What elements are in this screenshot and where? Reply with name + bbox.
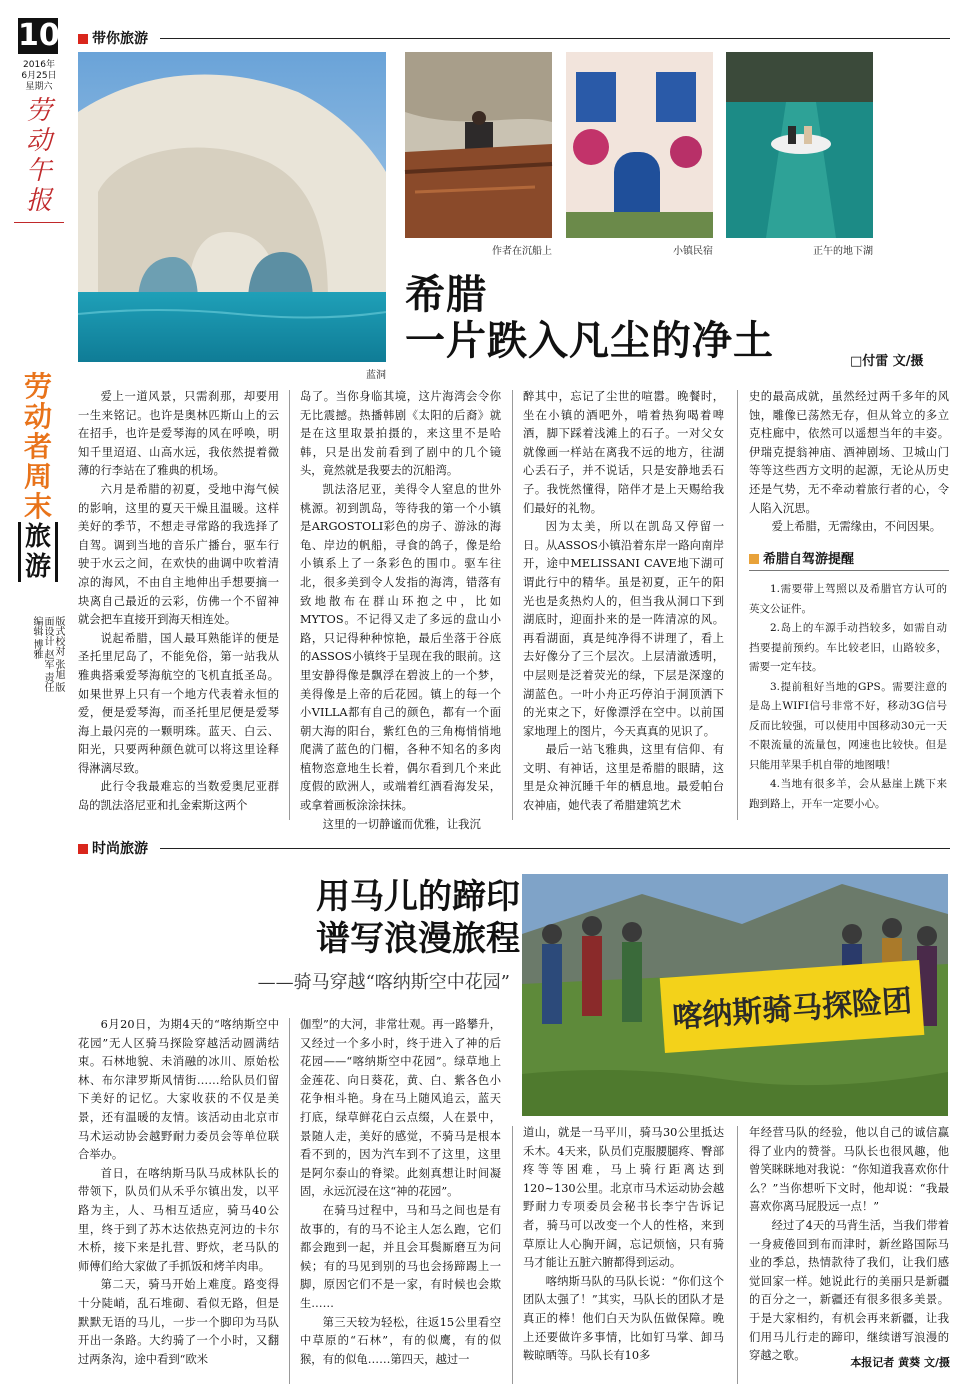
photo-riding-team [522,874,948,1116]
tips-heading-text: 希腊自驾游提醒 [763,552,855,567]
article2-col1 [78,1016,279,1388]
paragraph: 最后一站飞雅典，这里有信仰、有文明、有神话，这里是希腊的眼睛，这里是众神沉睡千年的栖息地。最爱帕台农神庙，她代表了希腊建筑艺术 [523,743,724,813]
date-day: 6月25日 [21,71,57,81]
article1-col3 [523,388,724,824]
article2-title [250,876,520,960]
article2-byline: 本报记者 黄葵 文/摄 [850,1356,950,1369]
tips-rule [749,570,949,571]
article1-title [405,272,845,364]
article1-col4 [749,388,949,538]
section-rule-2 [160,848,950,849]
section-label-text: 带你旅游 [92,31,148,47]
paragraph: 六月是希腊的初夏，受地中海气候的影响，这里的夏天干燥且温暖。这样美好的季节，不想走寻常路的我选择了自驾。调到当地的音乐广播台，驱车行驶于水云之间，在欢快的曲调中吹着清凉的海风，不由自主地伸出手想要摘一块离自己最近的云彩，仿佛一个不留神就会把车直接开到海天相连处。 [78,482,279,627]
paragraph: 爱上一道风景，只需刹那，却要用一生来铭记。也许是奥林匹斯山上的云在招手，也许是爱琴海的风在呼唤，明知千里迢迢、山高水远，我依然提着微薄的行李站在了雅典的机场。 [78,390,279,478]
caption-main: 蓝洞 [366,370,386,381]
tips-marker [749,554,759,564]
paragraph: 在骑马过程中，马和马之间也是有故事的，有的马不论主人怎么跑，它们都会跑到一起，并且会耳鬓厮磨互为问候；有的马见到别的马也会扬蹄踢上一脚，原因它们不是一家，有时候也会欺生…… [300,1203,501,1310]
paragraph: 6月20日，为期4天的“喀纳斯空中花园”无人区骑马探险穿越活动圆满结束。石林地貌、未消融的冰川、原始松林、布尔津罗斯风情街……给队员们留下美好的记忆。大家收获的不仅是美景，还有温暖的友情。该活动由北京市马术运动协会越野耐力委员会等单位联合举办。 [78,1018,279,1162]
article2-col3 [523,1124,724,1388]
paragraph: 道山，就是一马平川，骑马30公里抵达禾木。4天来，队员们克服腰腿疼、臀部疼等等困难，马上骑行距离达到120~130公里。北京市马术运动协会越野耐力专项委员会秘书长李宁告诉记者，骑马可以改变一个人的性格，来到草原让人心胸开阔，忘记烦恼，只有骑马才能让五脏六腑都得到运动。 [523,1126,724,1270]
column-divider [512,390,513,820]
tip-item: 4.当地有很多羊，会从悬崖上跳下来跑到路上，开车一定要小心。 [749,778,947,810]
section-marker [78,34,88,44]
article1-title-line2: 一片跌入凡尘的净土 [405,318,774,364]
section-rule-1 [160,38,950,39]
paragraph: 爱上希腊，无需缘由，不问因果。 [771,520,942,534]
article2-col2 [300,1016,501,1388]
paragraph: 第三天较为轻松，往返15公里看空中草原的“石林”，有的似鹰，有的似猴，有的似龟……第四天，越过一 [300,1315,501,1366]
paragraph: 经过了4天的马背生活，当我们带着一身疲倦回到布而津时，新丝路国际马业的季总，热情款待了我们，让我们感觉回家一样。她说此行的美丽只是新疆的百分之一，新疆还有很多很多美景。于是大家相约，有机会再来新疆，让我们用马儿行走的蹄印，继续谱写浪漫的穿越之歌。 [749,1218,949,1363]
article2-title-line1: 用马儿的蹄印 [316,877,520,917]
photo-underground-lake [726,52,873,238]
column-divider [289,1018,290,1384]
masthead-rule [14,222,64,223]
photo-shipwreck [405,52,552,238]
paragraph: 喀纳斯马队的马队长说：“你们这个团队太强了！”其实，马队长的团队才是真正的棒！他们白天为队伍做保障。晚上还要做许多事情，比如钉马掌、卸马鞍晾晒等。马队长有10多 [523,1274,724,1363]
banner-text: 喀纳斯骑马探险团 [671,983,914,1036]
column-divider [737,390,738,820]
caption-lake: 正午的地下湖 [813,246,873,257]
issue-date [14,60,64,93]
date-year: 2016年 [23,60,55,70]
paragraph: 说起希腊，国人最耳熟能详的便是圣托里尼岛了，不能免俗，第一站我从雅典搭乘爱琴海航空的飞机直抵圣岛。如果世界上只有一个地方代表着永恒的爱，便是爱琴海，而圣托里尼便是爱琴海上最闪亮的一颗明珠。蓝天、白云、阳光，只要两种颜色就可以将这里诠释得淋漓尽致。 [78,631,279,775]
caption-wreck: 作者在沉船上 [492,246,552,257]
section-label-1 [78,28,148,48]
weekly-title: 劳动者周末 [23,370,52,523]
article1-col2 [300,388,501,831]
paragraph: 伽型”的大河，非常壮观。再一路攀升，又经过一个多小时，终于进入了神的后花园——“喀纳斯空中花园”。绿草地上金莲花、向日葵花，黄、白、紫各色小花争相斗艳。身在马上随风追云，蓝天打底，绿草鲜花白云点缀，人在景中，景随人走，美好的感觉，不骑马是根本看不到的，因为汽车到不了这里，这里是阿尔泰山的脊梁。此刻真想让时间凝固，永远沉浸在这“神的花园”。 [300,1018,501,1199]
paragraph: 年经营马队的经验，他以自己的诚信赢得了业内的赞誉。马队长也很风趣，他曾笑眯眯地对我说：“你知道我喜欢你什么？”当你想听下文时，他却说：“我最喜欢你离马屁股远一点！” [749,1126,949,1214]
paragraph: 醉其中，忘记了尘世的喧嚣。晚餐时，坐在小镇的酒吧外，啃着热狗喝着啤酒，脚下踩着浅滩上的石子。一对父女就像画一样站在离我不远的地方，往湖心丢石子，并不说话，只是安静地丢石子。我恍然懂得，陪伴才是上天赐给我们最好的礼物。 [523,390,724,515]
staff-credits: 版式校对 张旭 版面设计 赵军 责任编辑 博雅 [31,616,64,693]
photo-town-house [566,52,713,238]
paragraph: 首日，在喀纳斯马队马成林队长的带领下，队员们从禾乎尔镇出发，以平路为主，人、马相互适应，骑马40公里，终于到了苏木达依热克河边的卡尔木桥，接下来是扎营、野炊，老马队的师傅们给大家做了手抓饭和烤羊肉串。 [78,1166,279,1273]
tips-heading [749,548,854,567]
article2-title-line2: 谱写浪漫旅程 [316,919,520,959]
weekday: 星期六 [25,82,53,92]
tips-list [749,580,947,814]
page-number: 10 [18,18,60,53]
paragraph: 因为太美，所以在凯岛又停留一日。从ASSOS小镇沿着东岸一路向南岸开，途中MELISSANI CAVE地下湖可谓此行中的精华。虽是初夏，正午的阳光也是炙热灼人的，但当我从洞口下到湖底时，迎面扑来的是一阵清凉的风。再看湖面，真是纯净得不讲理了，看上去好像分了三个层次。上层清澈透明，中层则是泛着荧光的绿，下层是深邃的湖蓝色。一叶小舟正巧停泊于洞顶洒下的光束之下，好像漂浮在空中。以前国家地理上的图片，今天真真的见识了。 [523,520,724,738]
column-divider [512,1126,513,1384]
section-label-text: 时尚旅游 [92,841,148,857]
section-marker [78,844,88,854]
article2-subtitle: ——骑马穿越“喀纳斯空中花园” [257,972,510,993]
paragraph: 此行令我最难忘的当数爱奥尼亚群岛的凯法洛尼亚和扎金索斯这两个 [78,780,279,813]
section-label-2 [78,838,148,858]
paragraph: 史的最高成就，虽然经过两千多年的风蚀，雕像已荡然无存，但从耸立的多立克柱廊中，依然可以遥想当年的丰姿。伊瑞克提翁神庙、酒神剧场、卫城山门等等这些西方文明的起源，无论从历史还是气势，无不牵动着旅行者的心，令人陷入沉思。 [749,390,949,515]
article1-byline: □付雷 文/摄 [850,354,924,369]
column-divider [289,390,290,820]
tip-item: 3.提前租好当地的GPS。需要注意的是岛上WIFI信号非常不好，移动3G信号反而比较强，可以使用中国移动30元一天不限流量的流量包，网速也比较快。但是只能用苹果手机自带的地图哦！ [749,680,947,771]
paragraph: 这里的一切静谧而优雅，让我沉 [322,817,481,831]
paragraph: 第二天，骑马开始上难度。路变得十分陡峭，乱石堆砌、看似无路，但是默默无语的马儿，一步一个脚印为马队开出一条路。大约骑了一个小时，又翻过两条沟，途中看到“欧米 [78,1278,279,1366]
tip-item: 2.岛上的车源手动挡较多，如需自动挡要提前预约。车比较老旧，山路较多，需要一定车技。 [749,622,947,673]
masthead-logo: 劳动午报 [25,96,52,216]
article1-title-line1: 希腊 [405,272,487,318]
section-tag: 旅游 [18,522,58,582]
photo-blue-cave [78,52,386,362]
paragraph: 岛了。当你身临其境，这片海湾会令你无比震撼。热播韩剧《太阳的后裔》就是在这里取景拍摄的，来这里不是哈韩，只是出发前看到了剧中的几个镜头，竟然就是我要去的沉船湾。 [300,390,501,478]
caption-town: 小镇民宿 [673,246,713,257]
tip-item: 1.需要带上驾照以及希腊官方认可的英文公证件。 [749,583,947,615]
article1-col1 [78,388,279,824]
paragraph: 凯法洛尼亚，美得令人窒息的世外桃源。初到凯岛，等待我的第一个小镇是ARGOSTOLI彩色的房子、游泳的海龟、岸边的帆船，寻食的鸽子，像是给小镇系上了一条彩色的围巾。驱车往北，很多美到令人发指的海湾，错落有致地散布在群山环抱之中，比如MYTOS。不记得又走了多远的盘山小路，只记得种种惊艳，最后坐落于谷底的ASSOS小镇终于呈现在我的眼前。这里安静得像是飘浮在碧波上的一个梦，美得像是上帝的后花园。镇上的每一个小VILLA都有自己的颜色，都有一个面朝大海的阳台，紫红色的三角梅悄悄地爬满了蓝色的门楣，各种不知名的多肉植物恣意地生长着，偶尔看到几个来此度假的欧洲人，或端着红酒看海发呆，或拿着画板涂涂抹抹。 [300,482,501,813]
column-divider [737,1126,738,1384]
